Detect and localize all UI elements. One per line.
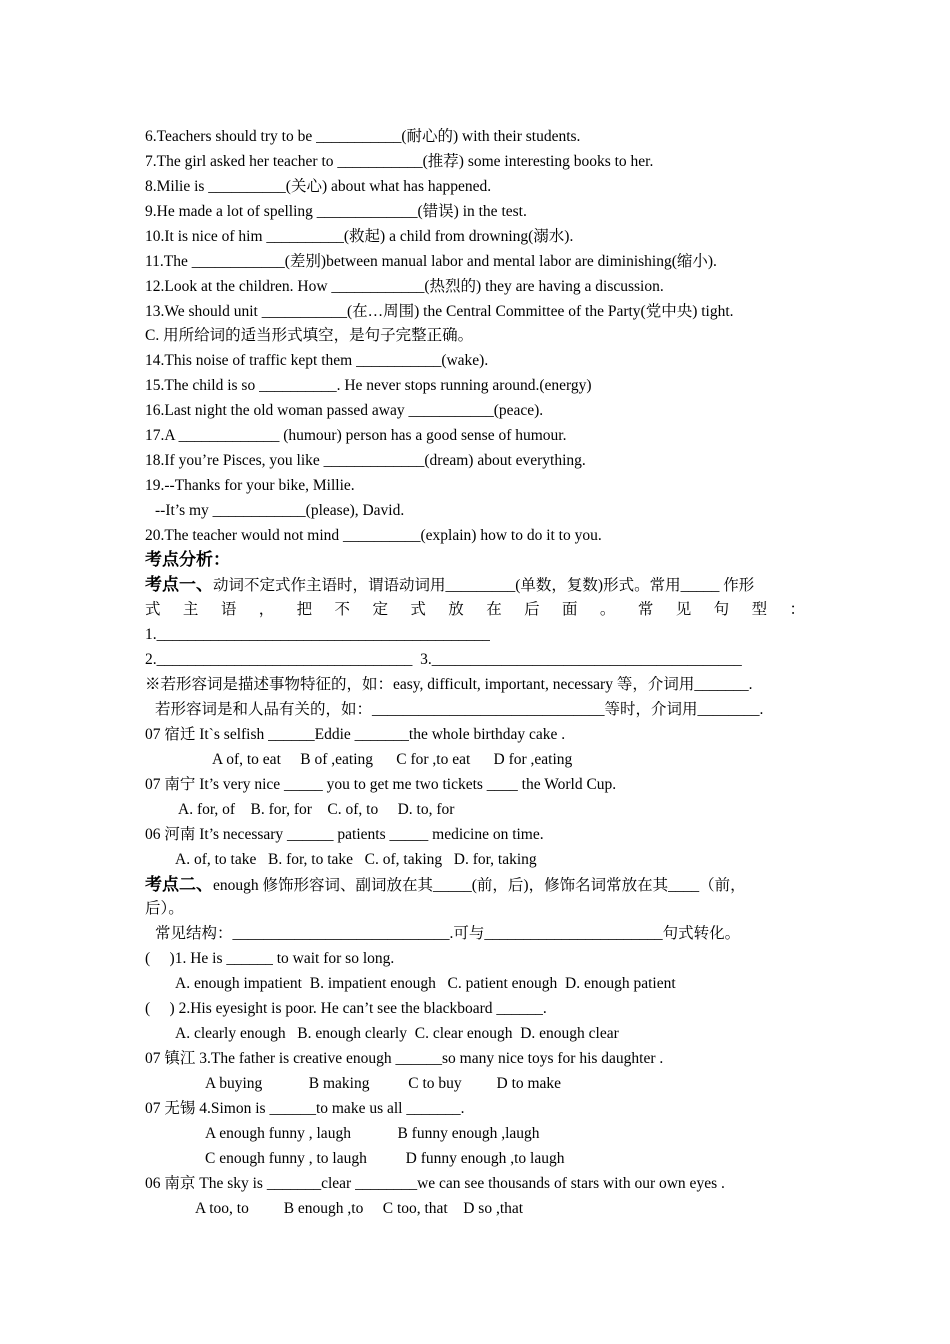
question-11: 11.The ____________(差别)between manual labor and mental labor are diminishing(缩小). — [145, 253, 717, 270]
point-two-text: enough 修饰形容词、副词放在其_____(前，后)，修饰名词常放在其____（前， — [213, 877, 746, 894]
exercise-1-options: A. enough impatient B. impatient enough C. patient enough D. enough patient — [175, 975, 676, 992]
example-nanning: 07 南宁 It’s very nice _____ you to get me two tickets ____ the World Cup. — [145, 776, 617, 793]
question-14: 14.This noise of traffic kept them ___________(wake). — [145, 352, 489, 369]
exercise-2: ( ) 2.His eyesight is poor. He can’t see the blackboard ______. — [145, 1000, 547, 1017]
question-18: 18.If you’re Pisces, you like _____________(dream) about everything. — [145, 452, 586, 469]
point-two-line — [145, 875, 746, 896]
point-one-label: 考点一、 — [145, 575, 213, 594]
common-structure: 常见结构：____________________________.可与_______________________句式转化。 — [155, 925, 741, 942]
exercise-4-options-cd: C enough funny , to laugh D funny enough ,to laugh — [205, 1150, 565, 1167]
example-nanjing-options: A too, to B enough ,to C too, that D so ,that — [195, 1200, 524, 1217]
point-two-label: 考点二、 — [145, 875, 213, 894]
pattern-blank-1: 1.___________________________________________ — [145, 626, 490, 643]
point-one-text: 动词不定式作主语时，谓语动词用_________(单数，复数)形式。常用_____ 作形 — [213, 577, 755, 594]
note-adjective-character: 若形容词是和人品有关的，如：______________________________等时，介词用________. — [155, 701, 764, 718]
point-two-text-2: 后）。 — [145, 900, 184, 917]
exercise-3-options: A buying B making C to buy D to make — [205, 1075, 562, 1092]
pattern-blanks-2-3: 2._________________________________ 3.________________________________________ — [145, 651, 742, 668]
example-nanjing: 06 南京 The sky is _______clear ________we can see thousands of stars with our own eyes . — [145, 1175, 725, 1192]
analysis-heading: 考点分析： — [145, 550, 230, 569]
question-16: 16.Last night the old woman passed away ___________(peace). — [145, 402, 544, 419]
question-12: 12.Look at the children. How ____________(热烈的) they are having a discussion. — [145, 278, 664, 295]
question-10: 10.It is nice of him __________(救起) a child from drowning(溺水). — [145, 228, 574, 245]
question-6: 6.Teachers should try to be ___________(耐心的) with their students. — [145, 128, 581, 145]
question-19-reply: --It’s my ____________(please), David. — [155, 502, 405, 519]
exercise-3: 07 镇江 3.The father is creative enough ______so many nice toys for his daughter . — [145, 1050, 664, 1067]
example-suqian: 07 宿迁 It`s selfish ______Eddie _______the whole birthday cake . — [145, 726, 566, 743]
exercise-4-options-ab: A enough funny , laugh B funny enough ,laugh — [205, 1125, 540, 1142]
example-henan: 06 河南 It’s necessary ______ patients _____ medicine on time. — [145, 826, 544, 843]
question-15: 15.The child is so __________. He never stops running around.(energy) — [145, 377, 592, 394]
question-13: 13.We should unit ___________(在…周围) the Central Committee of the Party(党中央) tight. — [145, 303, 734, 320]
note-adjective-feature: ※若形容词是描述事物特征的，如：easy, difficult, important, necessary 等，介词用_______. — [145, 676, 753, 693]
question-17: 17.A _____________ (humour) person has a good sense of humour. — [145, 427, 567, 444]
question-7: 7.The girl asked her teacher to ___________(推荐) some interesting books to her. — [145, 153, 654, 170]
example-henan-options: A. of, to take B. for, to take C. of, taking D. for, taking — [175, 851, 537, 868]
section-c-heading: C. 用所给词的适当形式填空，是句子完整正确。 — [145, 327, 474, 344]
question-9: 9.He made a lot of spelling _____________(错误) in the test. — [145, 203, 527, 220]
exercise-1: ( )1. He is ______ to wait for so long. — [145, 950, 395, 967]
example-suqian-options: A of, to eat B of ,eating C for ,to eat D for ,eating — [212, 751, 573, 768]
question-20: 20.The teacher would not mind __________(explain) how to do it to you. — [145, 527, 602, 544]
question-19: 19.--Thanks for your bike, Millie. — [145, 477, 355, 494]
exercise-4: 07 无锡 4.Simon is ______to make us all _______. — [145, 1100, 465, 1117]
example-nanning-options: A. for, of B. for, for C. of, to D. to, for — [178, 801, 455, 818]
question-8: 8.Milie is __________(关心) about what has happened. — [145, 178, 492, 195]
exercise-2-options: A. clearly enough B. enough clearly C. clear enough D. enough clear — [175, 1025, 619, 1042]
point-one-line — [145, 575, 754, 596]
point-one-text-2: 式 主 语 ， 把 不 定 式 放 在 后 面 。 常 见 句 型 ： — [145, 601, 805, 618]
